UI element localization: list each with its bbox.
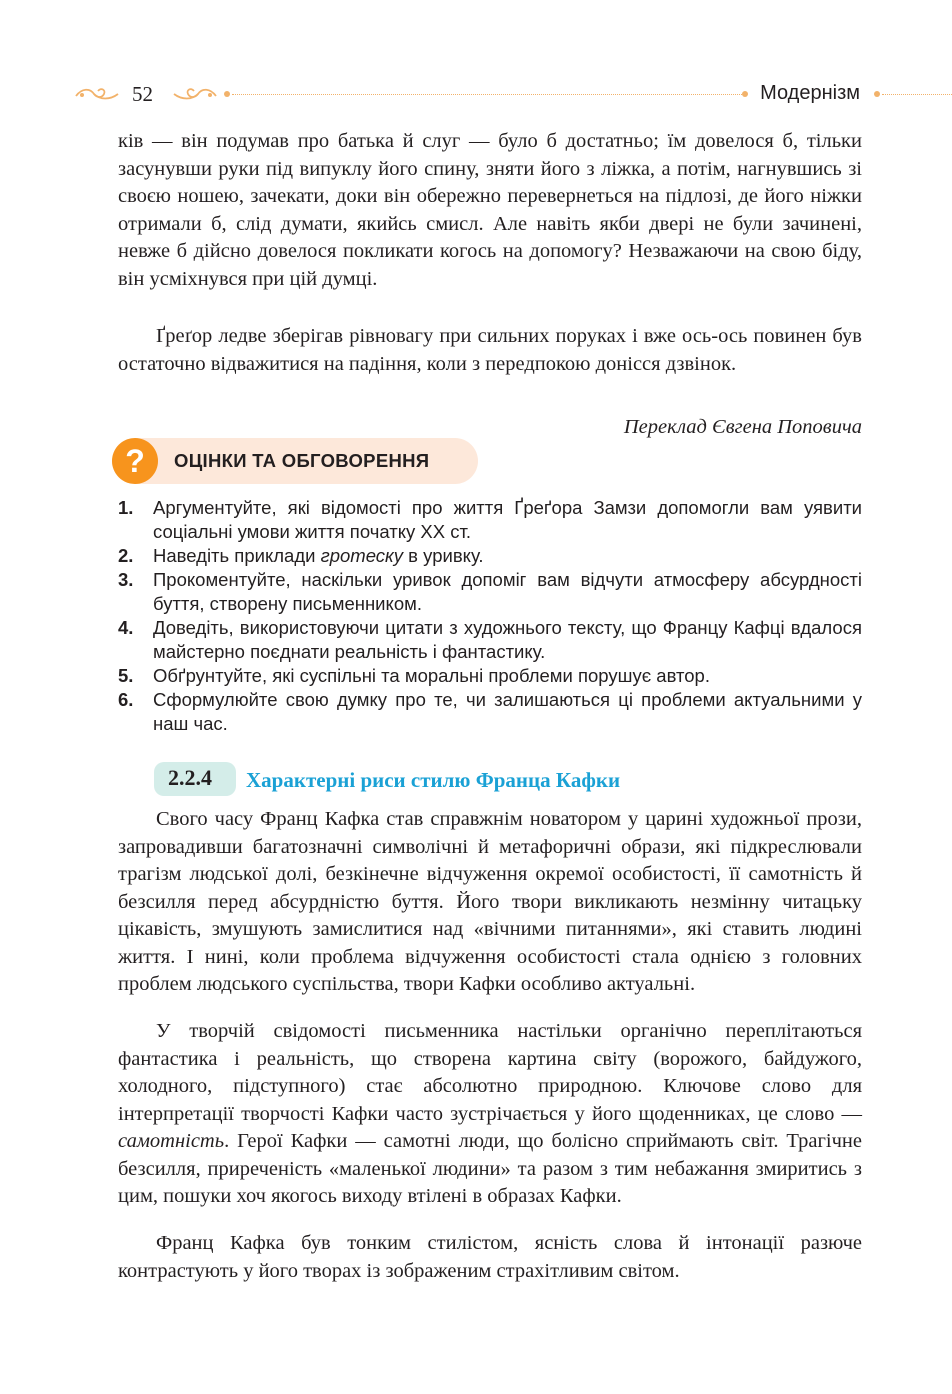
section-number: 2.2.4 [168, 765, 212, 790]
list-item [118, 664, 862, 688]
rule-dot [742, 91, 748, 97]
paragraph: Франц Кафка був тонким стилістом, ясність слова й інтонації разюче контрастують у його творах із зображеним страхітливим світом. [118, 1232, 862, 1282]
list-item-text: Сформулюйте свою думку про те, чи залишаються ці проблеми актуальними у наш час. [153, 689, 862, 734]
list-item-number: 6. [118, 689, 134, 710]
list-item-number: 4. [118, 617, 134, 638]
question-list [118, 496, 862, 736]
page-number: 52 [132, 82, 153, 106]
section-title: Характерні риси стилю Франца Кафки [246, 768, 621, 792]
list-item [118, 496, 862, 544]
rule-dot [224, 91, 230, 97]
header-rule [232, 94, 742, 95]
paragraph: Свого часу Франц Кафка став справжнім новатором у царині художньої прози, запровадивши багатозначні символічні й метафоричні образи, які підкреслювали трагізм людської долі, безкінечне відчуження окремої особистості, її самотність й безсилля перед абсурдністю буття. Його твори викликають незмінну читацьку цікавість, змушують замислитися над «вічними питаннями», які ставить людині життя. І нині, коли проблема відчуження особистості стала однією з головних проблем людського суспільства, твори Кафки особливо актуальні. [118, 808, 862, 995]
list-item [118, 688, 862, 736]
list-item-text: Аргументуйте, які відомості про життя Ґреґора Замзи допомогли вам уявити соціальні умови життя початку XX ст. [153, 497, 862, 542]
rule-dot [874, 91, 880, 97]
list-item [118, 544, 862, 568]
paragraph [118, 1018, 862, 1211]
list-item-number: 1. [118, 497, 134, 518]
paragraph-text: У творчій свідомості письменника настільки органічно переплітаються фантастика і реальність, що створена картина світу (ворожого, байдужого, холодного, підступного) стає абсолютно природною. Ключове слово для інтерпретації творчості Кафки часто зустрічається у його щоденниках, це слово — [118, 1020, 862, 1125]
list-item-text: Прокоментуйте, наскільки уривок допоміг вам відчути атмосферу абсурдності буття, створену письменником. [153, 569, 862, 614]
list-item-number: 3. [118, 569, 134, 590]
question-mark-icon: ? [112, 438, 158, 484]
list-item-text: Наведіть приклади [153, 545, 321, 566]
list-item-emphasis: гротеску [320, 545, 404, 566]
paragraph: Ґреґор ледве зберігав рівновагу при сильних поруках і вже ось-ось повинен був остаточно відважитися на падіння, коли з передпокою донісся дзвінок. [118, 325, 862, 375]
list-item-text: в уривку. [403, 545, 484, 566]
page-header [0, 76, 952, 114]
header-rule-right [882, 94, 952, 95]
paragraph: ків — він подумав про батька й слуг — було б достатньо; їм довелося б, тільки засунувши руки під випуклу його спину, зняти його з ліжка, а потім, нагнувшись зі своєю ношею, зачекати, доки він обережно перевернеться на підлозі, де його ніжки отримали б, слід думати, якийсь смисл. Але навіть якби двері не були зачинені, невже б дійсно довелося покликати когось на допомогу? Незважаючи на свою біду, він усміхнувся при цій думці. [118, 130, 862, 290]
list-item-number: 2. [118, 545, 134, 566]
list-item-text: Обґрунтуйте, які суспільні та моральні проблеми порушує автор. [153, 665, 710, 686]
list-item [118, 616, 862, 664]
list-item-text: Доведіть, використовуючи цитати з художнього тексту, що Францу Кафці вдалося майстерно поєднати реальність і фантастику. [153, 617, 862, 662]
paragraph-emphasis: самотність [118, 1130, 225, 1152]
list-item [118, 568, 862, 616]
right-ornament-icon [170, 84, 218, 104]
list-item-number: 5. [118, 665, 134, 686]
chapter-title: Модернізм [760, 82, 860, 104]
paragraph-text: . Герої Кафки — самотні люди, що болісно сприймають світ. Трагічне безсилля, приреченість «маленької людини» та разом з тим небажання змиритись з цим, пошуки хоч якогось виходу втілені в образах Кафки. [118, 1130, 862, 1207]
left-ornament-icon [74, 84, 122, 104]
discussion-title: ОЦІНКИ ТА ОБГОВОРЕННЯ [174, 450, 430, 471]
translation-credit: Переклад Євгена Поповича [623, 416, 862, 438]
